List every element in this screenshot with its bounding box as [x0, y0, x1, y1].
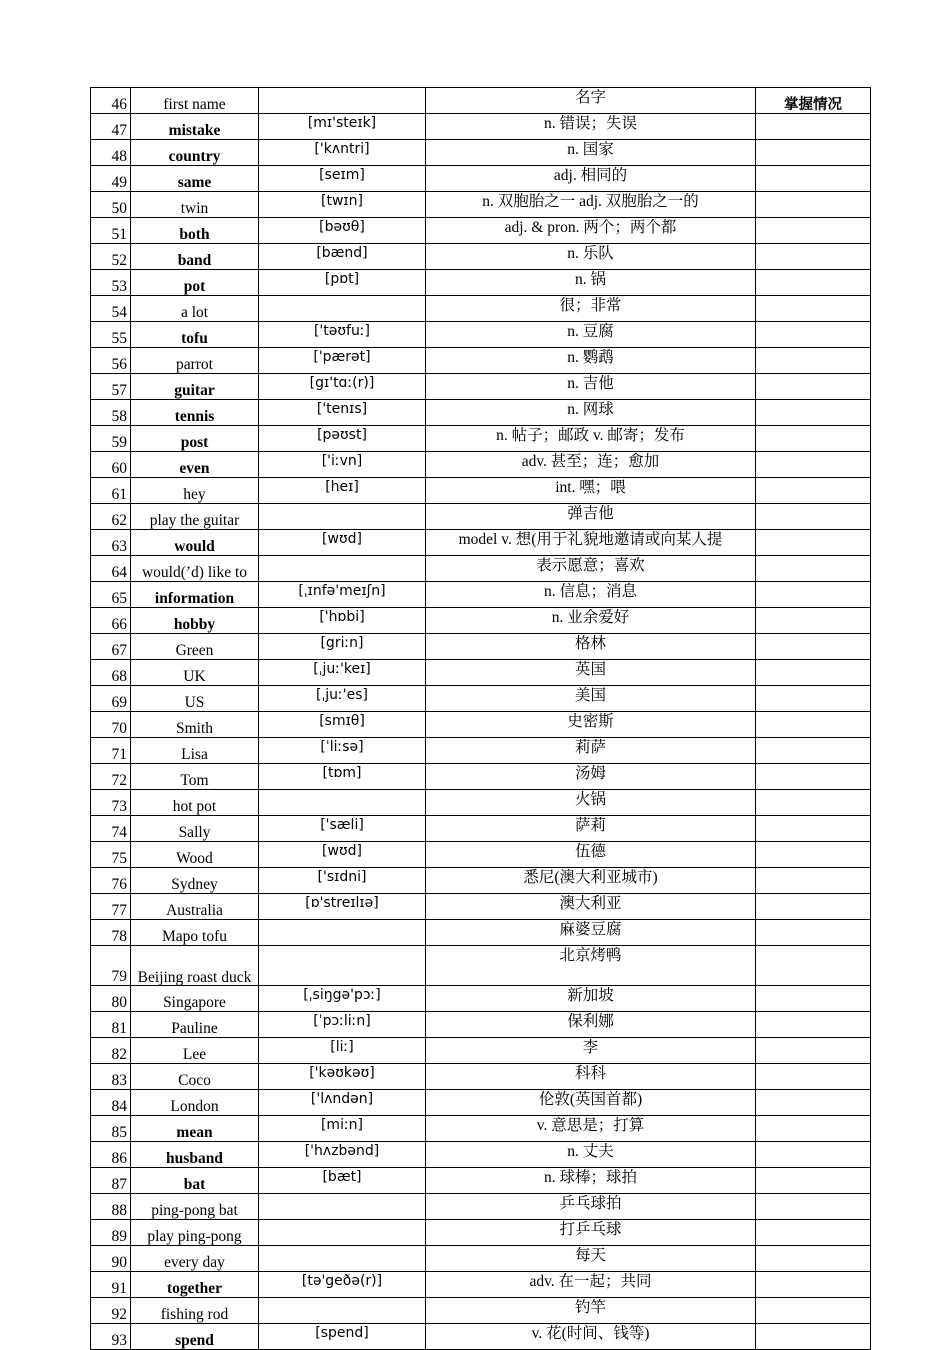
row-number: 59: [91, 426, 131, 452]
vocabulary-table: [90, 87, 871, 1350]
word-cell: first name: [131, 88, 259, 114]
meaning-cell: n. 吉他: [426, 374, 756, 400]
mastery-cell: [756, 608, 871, 634]
word-cell: parrot: [131, 348, 259, 374]
row-number: 49: [91, 166, 131, 192]
meaning-cell: n. 豆腐: [426, 322, 756, 348]
row-number: 86: [91, 1142, 131, 1168]
mastery-cell: [756, 322, 871, 348]
phonetic-cell: ['təʊfuː]: [259, 322, 426, 348]
mastery-cell: [756, 1090, 871, 1116]
phonetic-cell: [ˌjuː'keɪ]: [259, 660, 426, 686]
table-row: [91, 1168, 871, 1194]
word-cell: mean: [131, 1116, 259, 1142]
phonetic-cell: [wʊd]: [259, 530, 426, 556]
meaning-cell: 名字: [426, 88, 756, 114]
phonetic-cell: [spend]: [259, 1324, 426, 1350]
meaning-cell: adv. 甚至；连；愈加: [426, 452, 756, 478]
mastery-cell: [756, 634, 871, 660]
word-cell: tennis: [131, 400, 259, 426]
meaning-cell: n. 业余爱好: [426, 608, 756, 634]
table-row: [91, 816, 871, 842]
row-number: 57: [91, 374, 131, 400]
phonetic-cell: [259, 556, 426, 582]
table-row: [91, 556, 871, 582]
table-row: [91, 842, 871, 868]
mastery-cell: [756, 986, 871, 1012]
phonetic-cell: [259, 946, 426, 986]
phonetic-cell: [bəʊθ]: [259, 218, 426, 244]
word-cell: husband: [131, 1142, 259, 1168]
mastery-cell: [756, 816, 871, 842]
phonetic-cell: [pɒt]: [259, 270, 426, 296]
table-row: [91, 270, 871, 296]
mastery-cell: [756, 452, 871, 478]
word-cell: US: [131, 686, 259, 712]
mastery-cell: [756, 790, 871, 816]
meaning-cell: int. 嘿；喂: [426, 478, 756, 504]
row-number: 62: [91, 504, 131, 530]
meaning-cell: 李: [426, 1038, 756, 1064]
row-number: 82: [91, 1038, 131, 1064]
phonetic-cell: [259, 1298, 426, 1324]
word-cell: hobby: [131, 608, 259, 634]
meaning-cell: 英国: [426, 660, 756, 686]
word-cell: Mapo tofu: [131, 920, 259, 946]
meaning-cell: model v. 想(用于礼貌地邀请或向某人提: [426, 530, 756, 556]
mastery-cell: [756, 712, 871, 738]
row-number: 46: [91, 88, 131, 114]
phonetic-cell: [bænd]: [259, 244, 426, 270]
meaning-cell: n. 网球: [426, 400, 756, 426]
meaning-cell: 汤姆: [426, 764, 756, 790]
table-row: [91, 582, 871, 608]
mastery-cell: [756, 1168, 871, 1194]
table-row: [91, 140, 871, 166]
meaning-cell: adj. & pron. 两个；两个都: [426, 218, 756, 244]
word-cell: Green: [131, 634, 259, 660]
mastery-cell: [756, 426, 871, 452]
row-number: 61: [91, 478, 131, 504]
table-row: [91, 920, 871, 946]
meaning-cell: n. 双胞胎之一 adj. 双胞胎之一的: [426, 192, 756, 218]
row-number: 53: [91, 270, 131, 296]
meaning-cell: 很；非常: [426, 296, 756, 322]
meaning-cell: v. 花(时间、钱等): [426, 1324, 756, 1350]
phonetic-cell: ['pærət]: [259, 348, 426, 374]
meaning-cell: 麻婆豆腐: [426, 920, 756, 946]
meaning-cell: 北京烤鸭: [426, 946, 756, 986]
phonetic-cell: [smɪθ]: [259, 712, 426, 738]
table-row: [91, 348, 871, 374]
mastery-cell: [756, 530, 871, 556]
meaning-cell: 钓竿: [426, 1298, 756, 1324]
row-number: 89: [91, 1220, 131, 1246]
table-row: [91, 1090, 871, 1116]
table-row: [91, 374, 871, 400]
row-number: 55: [91, 322, 131, 348]
table-row: [91, 634, 871, 660]
row-number: 92: [91, 1298, 131, 1324]
table-row: [91, 1298, 871, 1324]
meaning-cell: 保利娜: [426, 1012, 756, 1038]
phonetic-cell: [ˈpɔːliːn]: [259, 1012, 426, 1038]
row-number: 65: [91, 582, 131, 608]
mastery-cell: [756, 192, 871, 218]
table-row: [91, 452, 871, 478]
phonetic-cell: [tɒm]: [259, 764, 426, 790]
row-number: 56: [91, 348, 131, 374]
mastery-cell: [756, 894, 871, 920]
meaning-cell: 伍德: [426, 842, 756, 868]
table-row: [91, 114, 871, 140]
row-number: 85: [91, 1116, 131, 1142]
mastery-cell: [756, 400, 871, 426]
mastery-cell: [756, 556, 871, 582]
mastery-cell: [756, 1038, 871, 1064]
word-cell: Australia: [131, 894, 259, 920]
phonetic-cell: [ˌsiŋgə'pɔː]: [259, 986, 426, 1012]
table-row: [91, 88, 871, 114]
phonetic-cell: [259, 1194, 426, 1220]
table-row: [91, 686, 871, 712]
row-number: 48: [91, 140, 131, 166]
phonetic-cell: [bæt]: [259, 1168, 426, 1194]
table-row: [91, 790, 871, 816]
row-number: 83: [91, 1064, 131, 1090]
mastery-cell: [756, 686, 871, 712]
row-number: 66: [91, 608, 131, 634]
table-row: [91, 764, 871, 790]
mastery-cell: [756, 1064, 871, 1090]
meaning-cell: 美国: [426, 686, 756, 712]
mastery-cell: [756, 764, 871, 790]
table-row: [91, 530, 871, 556]
mastery-cell: [756, 504, 871, 530]
word-cell: tofu: [131, 322, 259, 348]
meaning-cell: 澳大利亚: [426, 894, 756, 920]
row-number: 88: [91, 1194, 131, 1220]
word-cell: post: [131, 426, 259, 452]
row-number: 73: [91, 790, 131, 816]
phonetic-cell: [ɒ'streɪlɪə]: [259, 894, 426, 920]
row-number: 60: [91, 452, 131, 478]
mastery-cell: [756, 296, 871, 322]
word-cell: same: [131, 166, 259, 192]
word-cell: both: [131, 218, 259, 244]
phonetic-cell: [miːn]: [259, 1116, 426, 1142]
row-number: 69: [91, 686, 131, 712]
phonetic-cell: ['hɒbi]: [259, 608, 426, 634]
table-row: [91, 504, 871, 530]
mastery-cell: [756, 1220, 871, 1246]
phonetic-cell: [wʊd]: [259, 842, 426, 868]
meaning-cell: 莉萨: [426, 738, 756, 764]
row-number: 77: [91, 894, 131, 920]
row-number: 78: [91, 920, 131, 946]
word-cell: Wood: [131, 842, 259, 868]
meaning-cell: n. 信息；消息: [426, 582, 756, 608]
phonetic-cell: [259, 88, 426, 114]
word-cell: London: [131, 1090, 259, 1116]
word-cell: Tom: [131, 764, 259, 790]
meaning-cell: 乒乓球拍: [426, 1194, 756, 1220]
word-cell: every day: [131, 1246, 259, 1272]
row-number: 47: [91, 114, 131, 140]
table-row: [91, 322, 871, 348]
phonetic-cell: [seɪm]: [259, 166, 426, 192]
meaning-cell: n. 丈夫: [426, 1142, 756, 1168]
word-cell: bat: [131, 1168, 259, 1194]
row-number: 75: [91, 842, 131, 868]
meaning-cell: 伦敦(英国首都): [426, 1090, 756, 1116]
mastery-cell: [756, 478, 871, 504]
word-cell: band: [131, 244, 259, 270]
mastery-cell: [756, 1272, 871, 1298]
table-row: [91, 1246, 871, 1272]
phonetic-cell: [heɪ]: [259, 478, 426, 504]
mastery-cell: [756, 1298, 871, 1324]
row-number: 52: [91, 244, 131, 270]
meaning-cell: 格林: [426, 634, 756, 660]
mastery-cell: [756, 114, 871, 140]
table-row: [91, 1220, 871, 1246]
word-cell: guitar: [131, 374, 259, 400]
row-number: 93: [91, 1324, 131, 1350]
mastery-cell: [756, 1246, 871, 1272]
phonetic-cell: [pəʊst]: [259, 426, 426, 452]
table-row: [91, 426, 871, 452]
row-number: 68: [91, 660, 131, 686]
table-row: [91, 1012, 871, 1038]
table-row: [91, 1324, 871, 1350]
row-number: 72: [91, 764, 131, 790]
phonetic-cell: [gɪ'tɑː(r)]: [259, 374, 426, 400]
mastery-cell: [756, 140, 871, 166]
mastery-cell: [756, 1142, 871, 1168]
meaning-cell: n. 国家: [426, 140, 756, 166]
phonetic-cell: ['tenɪs]: [259, 400, 426, 426]
meaning-cell: n. 鹦鹉: [426, 348, 756, 374]
table-row: [91, 1116, 871, 1142]
phonetic-cell: [259, 1220, 426, 1246]
row-number: 87: [91, 1168, 131, 1194]
row-number: 51: [91, 218, 131, 244]
word-cell: play ping-pong: [131, 1220, 259, 1246]
word-cell: play the guitar: [131, 504, 259, 530]
row-number: 79: [91, 946, 131, 986]
meaning-cell: 悉尼(澳大利亚城市): [426, 868, 756, 894]
phonetic-cell: ['sɪdni]: [259, 868, 426, 894]
word-cell: together: [131, 1272, 259, 1298]
row-number: 70: [91, 712, 131, 738]
word-cell: fishing rod: [131, 1298, 259, 1324]
mastery-cell: [756, 738, 871, 764]
word-cell: Pauline: [131, 1012, 259, 1038]
phonetic-cell: ['iːvn]: [259, 452, 426, 478]
meaning-cell: 萨莉: [426, 816, 756, 842]
row-number: 74: [91, 816, 131, 842]
row-number: 84: [91, 1090, 131, 1116]
row-number: 67: [91, 634, 131, 660]
table-row: [91, 608, 871, 634]
phonetic-cell: [ˌɪnfə'meɪʃn]: [259, 582, 426, 608]
mastery-header: 掌握情况: [756, 88, 871, 114]
mastery-cell: [756, 582, 871, 608]
mastery-cell: [756, 868, 871, 894]
word-cell: mistake: [131, 114, 259, 140]
word-cell: ping-pong bat: [131, 1194, 259, 1220]
word-cell: Smith: [131, 712, 259, 738]
phonetic-cell: ['kəʊkəʊ]: [259, 1064, 426, 1090]
word-cell: even: [131, 452, 259, 478]
table-row: [91, 712, 871, 738]
meaning-cell: 火锅: [426, 790, 756, 816]
table-row: [91, 296, 871, 322]
word-cell: information: [131, 582, 259, 608]
vocabulary-table-body: [91, 88, 871, 1350]
word-cell: Sydney: [131, 868, 259, 894]
meaning-cell: n. 错误；失误: [426, 114, 756, 140]
mastery-cell: [756, 946, 871, 986]
phonetic-cell: [twɪn]: [259, 192, 426, 218]
row-number: 64: [91, 556, 131, 582]
phonetic-cell: [ˌjuː'es]: [259, 686, 426, 712]
meaning-cell: 史密斯: [426, 712, 756, 738]
row-number: 81: [91, 1012, 131, 1038]
word-cell: Beijing roast duck: [131, 946, 259, 986]
meaning-cell: v. 意思是；打算: [426, 1116, 756, 1142]
word-cell: Lisa: [131, 738, 259, 764]
word-cell: twin: [131, 192, 259, 218]
row-number: 90: [91, 1246, 131, 1272]
mastery-cell: [756, 218, 871, 244]
table-row: [91, 1272, 871, 1298]
row-number: 54: [91, 296, 131, 322]
word-cell: would: [131, 530, 259, 556]
meaning-cell: adj. 相同的: [426, 166, 756, 192]
word-cell: Coco: [131, 1064, 259, 1090]
mastery-cell: [756, 348, 871, 374]
meaning-cell: n. 球棒；球拍: [426, 1168, 756, 1194]
phonetic-cell: [mɪ'steɪk]: [259, 114, 426, 140]
table-row: [91, 660, 871, 686]
table-row: [91, 894, 871, 920]
table-row: [91, 1038, 871, 1064]
mastery-cell: [756, 244, 871, 270]
phonetic-cell: [tə'geðə(r)]: [259, 1272, 426, 1298]
meaning-cell: n. 帖子；邮政 v. 邮寄；发布: [426, 426, 756, 452]
phonetic-cell: [griːn]: [259, 634, 426, 660]
table-row: [91, 738, 871, 764]
table-row: [91, 986, 871, 1012]
row-number: 50: [91, 192, 131, 218]
mastery-cell: [756, 374, 871, 400]
mastery-cell: [756, 1116, 871, 1142]
word-cell: hey: [131, 478, 259, 504]
table-row: [91, 166, 871, 192]
meaning-cell: 新加坡: [426, 986, 756, 1012]
mastery-cell: [756, 842, 871, 868]
word-cell: Sally: [131, 816, 259, 842]
table-row: [91, 218, 871, 244]
row-number: 58: [91, 400, 131, 426]
meaning-cell: 弹吉他: [426, 504, 756, 530]
meaning-cell: 表示愿意；喜欢: [426, 556, 756, 582]
phonetic-cell: ['lʌndən]: [259, 1090, 426, 1116]
meaning-cell: adv. 在一起；共同: [426, 1272, 756, 1298]
phonetic-cell: [259, 1246, 426, 1272]
row-number: 76: [91, 868, 131, 894]
row-number: 71: [91, 738, 131, 764]
word-cell: country: [131, 140, 259, 166]
word-cell: pot: [131, 270, 259, 296]
word-cell: would(’d) like to: [131, 556, 259, 582]
word-cell: Singapore: [131, 986, 259, 1012]
table-row: [91, 1142, 871, 1168]
phonetic-cell: [259, 296, 426, 322]
phonetic-cell: [259, 920, 426, 946]
mastery-cell: [756, 166, 871, 192]
meaning-cell: n. 乐队: [426, 244, 756, 270]
mastery-cell: [756, 1012, 871, 1038]
meaning-cell: n. 锅: [426, 270, 756, 296]
word-cell: Lee: [131, 1038, 259, 1064]
phonetic-cell: ['kʌntri]: [259, 140, 426, 166]
table-row: [91, 1064, 871, 1090]
table-row: [91, 478, 871, 504]
phonetic-cell: [ˈliːsə]: [259, 738, 426, 764]
row-number: 80: [91, 986, 131, 1012]
table-row: [91, 400, 871, 426]
word-cell: hot pot: [131, 790, 259, 816]
table-row: [91, 192, 871, 218]
phonetic-cell: [liː]: [259, 1038, 426, 1064]
word-cell: spend: [131, 1324, 259, 1350]
mastery-cell: [756, 270, 871, 296]
meaning-cell: 打乒乓球: [426, 1220, 756, 1246]
phonetic-cell: [259, 790, 426, 816]
row-number: 63: [91, 530, 131, 556]
table-row: [91, 244, 871, 270]
meaning-cell: 科科: [426, 1064, 756, 1090]
table-row: [91, 1194, 871, 1220]
word-cell: a lot: [131, 296, 259, 322]
mastery-cell: [756, 920, 871, 946]
mastery-cell: [756, 1324, 871, 1350]
mastery-cell: [756, 660, 871, 686]
row-number: 91: [91, 1272, 131, 1298]
phonetic-cell: ['hʌzbənd]: [259, 1142, 426, 1168]
table-row: [91, 868, 871, 894]
word-cell: UK: [131, 660, 259, 686]
phonetic-cell: ['sæli]: [259, 816, 426, 842]
mastery-cell: [756, 1194, 871, 1220]
phonetic-cell: [259, 504, 426, 530]
meaning-cell: 每天: [426, 1246, 756, 1272]
table-row: [91, 946, 871, 986]
